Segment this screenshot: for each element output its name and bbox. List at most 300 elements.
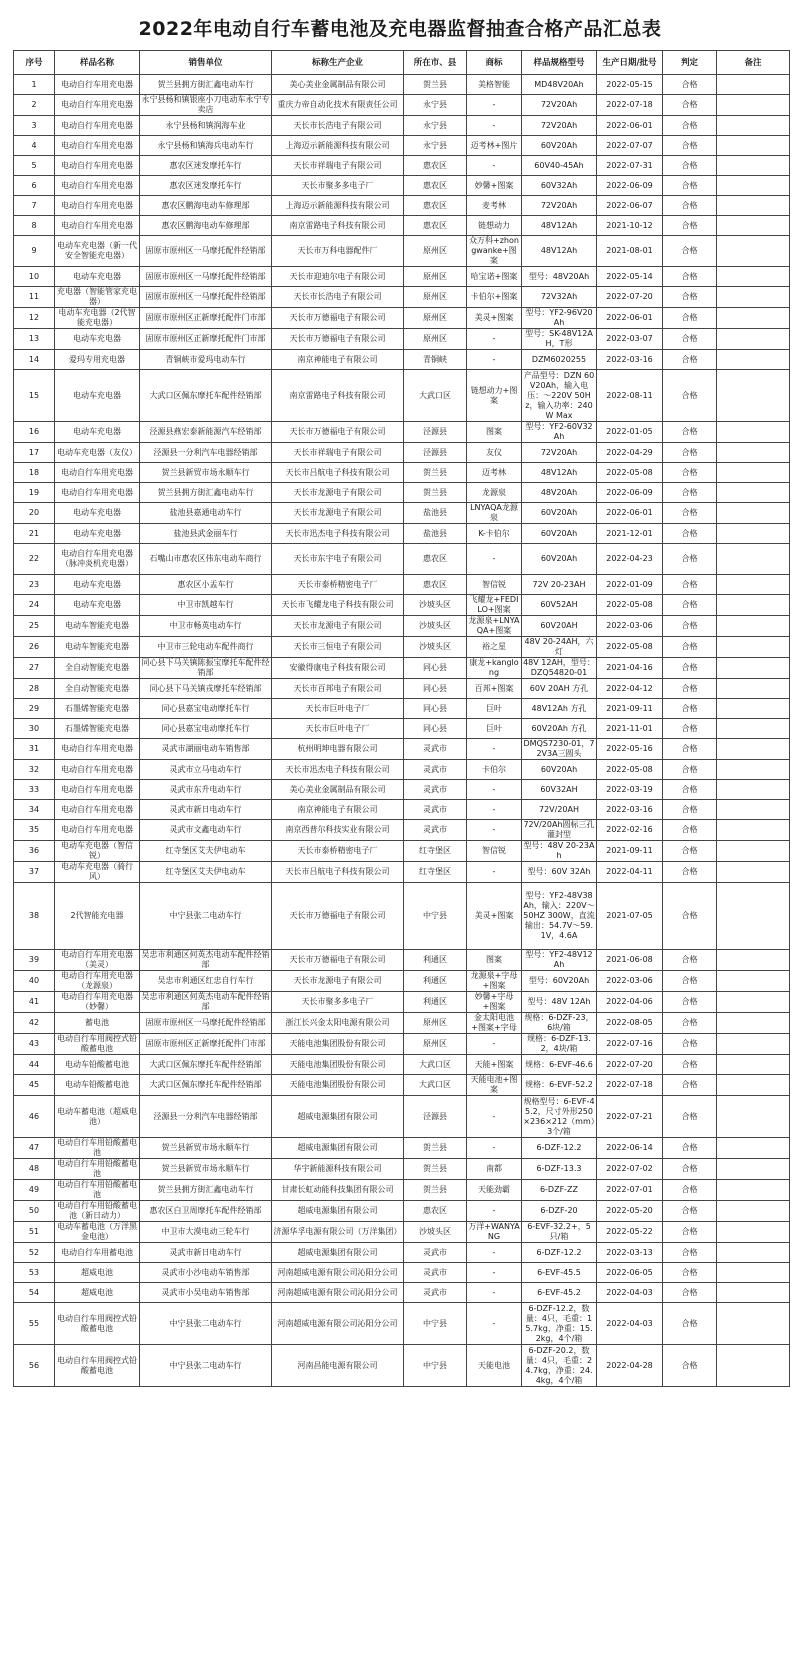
table-cell: 智信锐 [467,575,522,595]
table-cell: 2022-03-13 [597,1243,663,1263]
table-row [14,483,790,503]
table-cell: 合格 [663,575,717,595]
table-cell: 2022-03-19 [597,780,663,800]
table-cell: 美灵+图案 [467,308,522,329]
column-header: 商标 [467,51,522,75]
table-cell: 10 [14,267,55,287]
table-cell: 72V20Ah [522,116,597,136]
table-cell: 同心县 [404,699,467,719]
table-cell [717,156,790,176]
table-cell: 48V20Ah [522,483,597,503]
table-cell: 48V12Ah [522,236,597,267]
table-cell: 型号：60V 32Ah [522,862,597,883]
table-cell: 合格 [663,236,717,267]
table-cell: 龙源泉+字母+图案 [467,971,522,992]
table-cell: 重庆力帝自动化技术有限责任公司 [272,95,404,116]
table-cell: 合格 [663,216,717,236]
table-cell: 合格 [663,503,717,524]
table-cell: 天能电池+图案 [467,1075,522,1096]
table-cell: 6-DZF-12.2 [522,1243,597,1263]
table-cell: 2022-03-07 [597,329,663,350]
table-cell [717,1075,790,1096]
table-cell: 美心美业金属制品有限公司 [272,780,404,800]
table-cell: 6-DZF-20 [522,1201,597,1222]
table-cell [717,658,790,679]
table-cell: 原州区 [404,1013,467,1034]
table-cell: 永宁县杨和镇海兵电动车行 [140,136,272,156]
table-row [14,1013,790,1034]
table-cell: 天长市东宇电子有限公司 [272,544,404,575]
table-cell: 众万科+zhongwanke+图案 [467,236,522,267]
table-cell [717,760,790,780]
table-cell: 2022-07-02 [597,1159,663,1180]
table-cell: 2022-04-28 [597,1345,663,1387]
table-cell: 惠农区鹏海电动车修理部 [140,196,272,216]
table-cell [717,524,790,544]
table-cell: 38 [14,883,55,950]
table-cell: 吴忠市利通区红忠自行车行 [140,971,272,992]
table-cell: 2021-12-01 [597,524,663,544]
table-row [14,780,790,800]
table-cell: 电动车蓄电池（万洋黑金电池） [55,1222,140,1243]
table-cell: 44 [14,1055,55,1075]
table-cell: 2021-06-08 [597,950,663,971]
table-cell: 天长市长浩电子有限公司 [272,116,404,136]
table-cell: 22 [14,544,55,575]
table-cell: 红寺堡区艾夫伊电动车 [140,841,272,862]
table-cell: 同心县 [404,679,467,699]
table-cell: 灵武市 [404,820,467,841]
table-cell: 青铜峡市爱玛电动车行 [140,350,272,370]
table-cell: 超威电池 [55,1263,140,1283]
table-cell [717,862,790,883]
table-cell [717,422,790,443]
table-cell: 2022-08-05 [597,1013,663,1034]
table-cell: 48V12Ah [522,463,597,483]
table-cell [717,463,790,483]
table-cell: 电动车蓄电池（超威电池） [55,1096,140,1138]
table-cell: 原州区 [404,287,467,308]
table-cell: 卡伯尔+图案 [467,287,522,308]
table-cell: 2021-04-16 [597,658,663,679]
table-cell: 南都 [467,1159,522,1180]
table-cell: 规格：6-EVF-52.2 [522,1075,597,1096]
table-cell: 原州区 [404,329,467,350]
table-cell: 2022-03-16 [597,800,663,820]
table-cell [717,95,790,116]
table-cell: 合格 [663,820,717,841]
table-cell [717,699,790,719]
table-row [14,739,790,760]
table-row [14,196,790,216]
table-cell: 规格：6-DZF-13.2，4块/箱 [522,1034,597,1055]
table-cell: 6-DZF-12.2，数量：4只，毛重：15.7kg，净重：15.2kg，4个/箱 [522,1303,597,1345]
table-cell [717,1283,790,1303]
table-cell: 72V20Ah [522,443,597,463]
table-cell: 中宁县 [404,1345,467,1387]
table-cell: 超威电源集团有限公司 [272,1201,404,1222]
table-cell: 青铜峡 [404,350,467,370]
table-cell: 天长市万德福电子有限公司 [272,883,404,950]
table-cell: 惠农区小盂车行 [140,575,272,595]
table-cell: 吴忠市利通区何英杰电动车配件经销部 [141,950,270,969]
table-cell: 18 [14,463,55,483]
table-cell: 灵武市 [404,760,467,780]
table-cell: 型号：60V20Ah [522,971,597,992]
table-row [14,116,790,136]
table-cell: 2022-05-16 [597,739,663,760]
table-cell: 72V20Ah [522,95,597,116]
table-cell: 合格 [663,616,717,637]
table-cell: 电动自行车用铅酸蓄电池 [55,1159,140,1180]
table-cell: 60V20AH [522,616,597,637]
table-cell: 中卫市大漠电动三轮车行 [140,1222,272,1243]
table-cell [717,1180,790,1201]
table-cell: 贺兰县拥方街汇鑫电动车行 [140,75,272,95]
table-cell: 合格 [663,1159,717,1180]
table-cell: 电动自行车用充电器 [55,156,140,176]
table-cell: 惠农区 [404,1201,467,1222]
table-cell: 25 [14,616,55,637]
table-cell: 沙坡头区 [404,595,467,616]
table-cell [717,1303,790,1345]
table-cell: 济源华孚电源有限公司（万洋集团） [272,1222,404,1243]
table-cell: 型号：YF2-48V12Ah [522,950,597,971]
table-cell: 固原市原州区正新摩托配件门市部 [140,308,272,329]
table-cell: 合格 [663,1243,717,1263]
table-cell: 南京神能电子有限公司 [272,350,404,370]
table-row [14,136,790,156]
table-cell: 合格 [663,760,717,780]
table-cell: 天长市百邦电子有限公司 [272,679,404,699]
table-cell: 39 [14,950,55,971]
table-cell: 大武口区 [404,1055,467,1075]
table-cell: 惠农区迷发摩托车行 [140,156,272,176]
table-row [14,1075,790,1096]
table-cell: 2022-03-06 [597,616,663,637]
table-cell: 55 [14,1303,55,1345]
table-cell: 灵武市 [404,800,467,820]
table-cell: 电动自行车用充电器 [55,176,140,196]
table-cell: 哈宝诺+图案 [467,267,522,287]
table-cell: 美格智能 [467,75,522,95]
table-cell: 南京神能电子有限公司 [272,800,404,820]
table-cell: 2022-07-01 [597,1180,663,1201]
table-cell: 天能电池集团股份有限公司 [272,1075,404,1096]
column-header: 所在市、县 [404,51,467,75]
table-cell: 石墨烯智能充电器 [55,699,140,719]
table-cell: 50 [14,1201,55,1222]
column-header: 标称生产企业 [272,51,404,75]
table-cell: 电动自行车用充电器 [55,75,140,95]
table-cell: 电动自行车用充电器 [55,216,140,236]
table-cell: 杭州明坤电器有限公司 [272,739,404,760]
table-cell [717,236,790,267]
table-row [14,760,790,780]
table-cell: 灵武市小沙电动车销售部 [140,1263,272,1283]
table-row [14,658,790,679]
table-row [14,524,790,544]
table-cell: 甘肃长虹动能科技集团有限公司 [272,1180,404,1201]
table-cell: 安徽得康电子科技有限公司 [272,658,404,679]
table-cell [717,739,790,760]
table-row [14,329,790,350]
column-header: 序号 [14,51,55,75]
table-cell: 中卫市凯越车行 [140,595,272,616]
table-cell: 贺兰县 [404,1180,467,1201]
table-cell: 2022-05-15 [597,75,663,95]
table-cell: 电动车铅酸蓄电池 [55,1075,140,1096]
table-cell: 大武口区佩东摩托车配件经销部 [140,370,272,422]
table-cell: 2022-04-03 [597,1283,663,1303]
table-cell: - [467,156,522,176]
table-cell [717,350,790,370]
table-cell: 2022-06-09 [597,176,663,196]
table-cell: 30 [14,719,55,739]
table-cell: 合格 [663,862,717,883]
table-cell: 河南超威电源有限公司沁阳分公司 [272,1263,404,1283]
table-cell: 6-DZF-20.2，数量：4只，毛重：24.7kg，净重：24.4kg，4个/箱 [522,1345,597,1387]
table-cell: 型号：SK-48V12AH，T形 [522,329,597,350]
table-cell: 同心县下马关镇陈振宝摩托车配件经销部 [141,658,270,677]
table-cell: 固原市原州区一马摩托配件经销部 [140,287,272,308]
table-cell: 43 [14,1034,55,1055]
table-cell: 泾源县一分利汽车电器经销部 [140,443,272,463]
table-cell: 灵武市东升电动车行 [140,780,272,800]
table-cell: 灵武市文鑫电动车行 [140,820,272,841]
table-cell: 合格 [663,370,717,422]
table-cell [717,719,790,739]
table-cell: 合格 [663,1013,717,1034]
table-cell: 2022-07-31 [597,156,663,176]
table-cell: 72V20Ah [522,196,597,216]
table-cell: 合格 [663,1222,717,1243]
table-row [14,287,790,308]
table-cell: 南京西普尔科技实业有限公司 [272,820,404,841]
table-cell [717,1222,790,1243]
table-cell: 红寺堡区 [404,841,467,862]
table-cell: 电动车充电器（2代智能充电器） [55,308,140,329]
table-cell: 惠农区白卫周摩托车配件经销部 [140,1201,272,1222]
table-row [14,950,790,971]
table-row [14,699,790,719]
table-cell: 49 [14,1180,55,1201]
table-cell: 型号：YF2-60V32Ah [522,422,597,443]
table-cell: 电动车智能充电器 [55,616,140,637]
table-cell: 中卫市畅英电动车行 [140,616,272,637]
table-cell [717,116,790,136]
table-row [14,883,790,950]
table-cell: 电动自行车用蓄电池 [55,1243,140,1263]
table-cell: - [467,739,522,760]
table-cell: - [467,116,522,136]
table-cell: 合格 [663,95,717,116]
table-cell [717,971,790,992]
table-cell: 原州区 [404,308,467,329]
table-cell: 72V 20-23AH [522,575,597,595]
table-cell: 电动车充电器 [55,329,140,350]
table-cell: 永宁县杨和镇银座小刀电动车永宁专卖店 [141,95,270,114]
table-cell: 超威电源集团有限公司 [272,1096,404,1138]
table-cell: 9 [14,236,55,267]
table-cell: 天长市巨叶电子厂 [272,699,404,719]
table-cell: 卡伯尔 [467,760,522,780]
table-row [14,422,790,443]
table-cell: 沙坡头区 [404,1222,467,1243]
table-cell: 天长市龙源电子有限公司 [272,503,404,524]
table-cell: 固原市原州区一马摩托配件经销部 [140,267,272,287]
table-cell: 合格 [663,1345,717,1387]
table-cell: - [467,1034,522,1055]
table-cell [717,196,790,216]
table-cell: 贺兰县 [404,483,467,503]
table-cell: 中宁县张二电动车行 [140,883,272,950]
table-cell: 2022-05-22 [597,1222,663,1243]
table-cell: 60V40-45Ah [522,156,597,176]
table-cell: 灵武市 [404,1263,467,1283]
table-cell: 合格 [663,637,717,658]
table-cell: 天长市吕航电子科技有限公司 [272,463,404,483]
table-cell: 上海迈示新能源科技有限公司 [272,196,404,216]
table-cell: 泾源县 [404,422,467,443]
table-cell: 超威电源集团有限公司 [272,1243,404,1263]
table-cell: 电动自行车用充电器（美灵） [55,950,140,971]
table-cell [717,616,790,637]
table-cell: 合格 [663,1055,717,1075]
table-cell: 盐池县 [404,524,467,544]
table-cell: 惠农区 [404,176,467,196]
table-cell: 2022-04-11 [597,862,663,883]
table-cell: - [467,1263,522,1283]
table-cell: 2021-10-12 [597,216,663,236]
table-cell: 天长市聚多多电子厂 [272,176,404,196]
column-header: 生产日期/批号 [597,51,663,75]
table-cell: 电动自行车用充电器 [55,760,140,780]
table-cell: 电动自行车用充电器 [55,780,140,800]
table-cell: 合格 [663,1201,717,1222]
table-cell: 60V32Ah [522,176,597,196]
table-cell: 天长市万德福电子有限公司 [272,308,404,329]
table-cell: 72V/20Ah圆标三孔灌封型 [523,820,595,839]
table-cell [717,75,790,95]
table-cell: 电动自行车用充电器 [55,196,140,216]
table-cell: 2022-05-08 [597,463,663,483]
table-cell: 2021-07-05 [597,883,663,950]
table-cell: 合格 [663,483,717,503]
table-cell: 72V32Ah [522,287,597,308]
table-cell: 型号：48V 20-23Ah [522,841,597,862]
table-cell: 2022-07-21 [597,1096,663,1138]
table-cell: 麦考林 [467,196,522,216]
table-row [14,1096,790,1138]
table-cell: 56 [14,1345,55,1387]
table-cell: 型号：YF2-48V38Ah，输入：220V～50HZ 300W，直流输出：54.7V～59.1V，4.6A [522,883,597,950]
table-cell: 21 [14,524,55,544]
table-cell [717,443,790,463]
table-cell: 大武口区佩东摩托车配件经销部 [140,1075,272,1096]
table-cell: 60V20Ah [522,544,597,575]
table-row [14,1034,790,1055]
table-cell: 惠农区 [404,575,467,595]
table-cell: 合格 [663,1303,717,1345]
table-row [14,156,790,176]
table-cell: 6 [14,176,55,196]
table-cell: 超威电源集团有限公司 [272,1138,404,1159]
table-cell: 泾源县 [404,1096,467,1138]
table-cell: 天长市龙源电子有限公司 [272,616,404,637]
table-cell: 电动车充电器（新一代安全智能充电器） [55,236,140,267]
table-cell: 灵武市立马电动车行 [140,760,272,780]
table-cell: 电动自行车用铅酸蓄电池 [55,1138,140,1159]
table-cell: 灵武市 [404,1243,467,1263]
table-cell: 2022-05-08 [597,637,663,658]
table-cell: 48V12Ah [522,216,597,236]
table-row [14,575,790,595]
table-cell: 充电器（智能管家充电器） [55,287,140,308]
table-cell: 大武口区佩东摩托车配件经销部 [140,1055,272,1075]
table-cell: 2022-03-06 [597,971,663,992]
table-cell: 电动自行车用充电器 [55,136,140,156]
table-cell: 灵武市 [404,739,467,760]
table-cell [717,1345,790,1387]
table-cell: 2022-04-29 [597,443,663,463]
table-cell: 天长市万德福电子有限公司 [272,422,404,443]
table-cell: 灵武市 [404,780,467,800]
table-cell: 天长市迅杰电子科技有限公司 [272,760,404,780]
table-cell: 6-DZF-13.3 [522,1159,597,1180]
table-cell [717,992,790,1013]
table-cell: 4 [14,136,55,156]
table-cell: 型号：48V20Ah [522,267,597,287]
table-cell: 28 [14,679,55,699]
table-cell: 泾源县燕宏泰新能源汽车经销部 [140,422,272,443]
table-cell [717,575,790,595]
table-cell: 16 [14,422,55,443]
table-cell: 河南昌能电源有限公司 [272,1345,404,1387]
table-cell [717,267,790,287]
table-cell: 合格 [663,971,717,992]
table-cell: 2022-07-18 [597,95,663,116]
table-cell: 天长市迎迪尔电子有限公司 [272,267,404,287]
table-cell [717,544,790,575]
table-row [14,1055,790,1075]
table-cell [717,1055,790,1075]
table-cell: - [467,329,522,350]
table-cell: 天长市龙源电子有限公司 [272,971,404,992]
table-row [14,1263,790,1283]
table-cell: 电动自行车用充电器 [55,95,140,116]
table-cell: 电动自行车用充电器 [55,116,140,136]
table-cell: 5 [14,156,55,176]
table-cell: 电动车充电器（友仪） [55,443,140,463]
table-row [14,95,790,116]
table-cell: 友仪 [467,443,522,463]
table-cell: 固原市原州区正新摩托配件门市部 [140,329,272,350]
table-cell: 13 [14,329,55,350]
table-cell: 电动车充电器 [55,267,140,287]
table-cell: 合格 [663,841,717,862]
table-cell: K-卡伯尔 [467,524,522,544]
table-cell: 妙馨+字母+图案 [467,992,522,1013]
table-row [14,719,790,739]
table-row [14,236,790,267]
table-cell: 合格 [663,883,717,950]
table-cell: 固原市原州区一马摩托配件经销部 [140,236,272,267]
table-cell: 53 [14,1263,55,1283]
table-cell: 贺兰县新贸市场永顺车行 [140,463,272,483]
table-cell: 灵武市新日电动车行 [140,800,272,820]
table-cell: 迈考林 [467,463,522,483]
